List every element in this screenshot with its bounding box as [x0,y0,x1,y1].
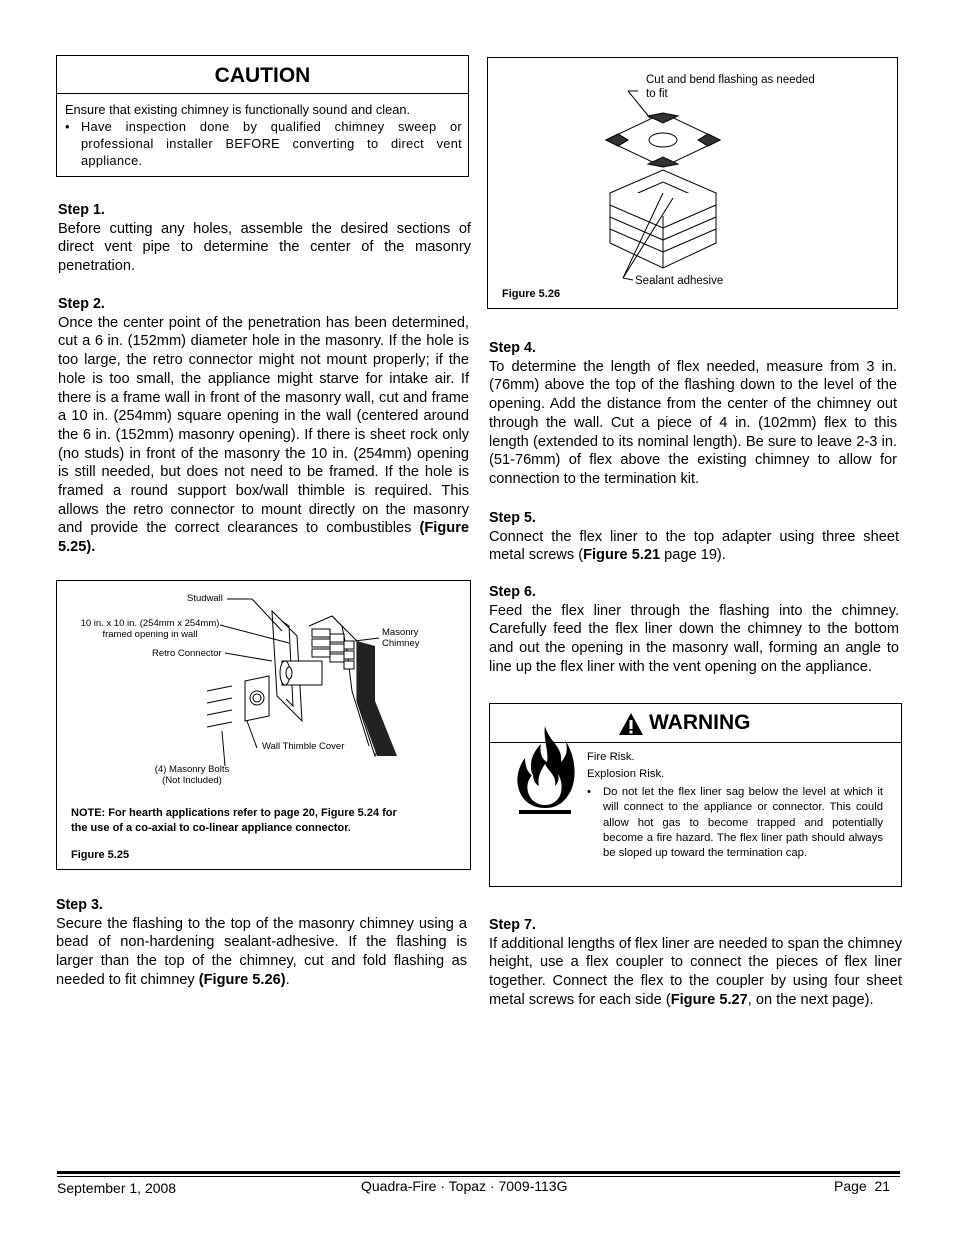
step-2-figure-ref: (Figure 5.25). [58,520,469,556]
step-5-figure-ref: Figure 5.21 [583,547,661,564]
label-bolts-1: (4) Masonry Bolts [154,764,230,775]
label-wall-thimble: Wall Thimble Cover [262,741,345,752]
label-studwall: Studwall [187,593,223,604]
figure-5-26-drawing [488,58,899,310]
caution-intro: Ensure that existing chimney is functionally sound and clean. [65,102,411,117]
footer-date: September 1, 2008 [57,1180,177,1196]
step-7-text: If additional lengths of flex liner are needed to span the chimney height, use a flex coupler to connect the pieces of flex liner together. Connect the flex to the coupler by using four sheet metal screws for each side ( [489,935,902,1008]
figure-5-25 [56,580,471,870]
step-5-tail: page 19). [660,547,726,564]
footer-rule-thin [57,1176,900,1177]
step-3-figure-ref: (Figure 5.26) [198,971,286,988]
step-6 [489,583,899,677]
step-5-title: Step 5. [489,510,536,526]
note-line-1: NOTE: For hearth applications refer to page 20, Figure 5.24 for [71,807,397,819]
step-3-tail: . [285,971,290,988]
step-4 [489,339,897,489]
label-cut-and-bend-1: Cut and bend flashing as needed [646,74,815,86]
footer-page: Page 21 [834,1178,891,1194]
warning-bullet: • Do not let the flex liner sag below the level at which it will connect to the appliance or connector. This could allow hot gas to become trapped and potentially become a fire hazard. The flex liner path should always be sloped up toward the termination cap. [587,785,883,862]
caution-title: CAUTION [214,64,311,87]
figure-5-25-note [71,806,397,836]
warning-title: WARNING [649,711,751,734]
step-2-paragraph [58,314,469,557]
caution-body [57,94,468,170]
caution-title-bar [57,56,468,94]
label-bolts-2: (Not Included) [162,775,222,786]
footer-rule-thick [57,1171,900,1174]
step-7-title: Step 7. [489,917,536,933]
step-3-title: Step 3. [56,897,103,913]
flame-icon [513,724,577,816]
figure-5-26 [487,57,898,309]
warning-triangle-icon [618,712,644,736]
step-7-figure-ref: Figure 5.27 [670,991,748,1008]
warning-body [587,750,883,862]
step-2 [58,295,469,557]
footer-product: Quadra-Fire · Topaz · 7009-113G [361,1178,568,1194]
step-5 [489,509,899,565]
step-3-paragraph [56,915,467,990]
step-3-text: Secure the flashing to the top of the masonry chimney using a bead of non-hardening sealant-adhesive. If the flashing is larger than the top of the chimney, cut and fold flashing as needed to fit chimney [56,915,467,988]
figure-5-26-caption: Figure 5.26 [502,288,561,300]
step-1-text: Before cutting any holes, assemble the desired sections of direct vent pipe to determine the center of the masonry penetration. [58,220,471,275]
step-6-title: Step 6. [489,584,536,600]
label-opening-2: framed opening in wall [102,629,198,640]
step-7-paragraph [489,935,902,1010]
step-7-tail: , on the next page). [747,991,874,1008]
step-5-text: Connect the flex liner to the top adapter using three sheet metal screws ( [489,528,899,564]
step-6-text: Feed the flex liner through the flashing into the chimney. Carefully feed the flex liner down the chimney to the bottom and out the opening in the masonry wall, forming an angle to line up the flex liner with the vent opening on the appliance. [489,602,899,675]
label-sealant-adhesive: Sealant adhesive [635,275,724,287]
label-opening-1: 10 in. x 10 in. (254mm x 254mm) [80,618,220,629]
label-masonry-1: Masonry [382,627,419,638]
warning-fire-risk: Fire Risk. [587,751,635,763]
label-cut-and-bend-2: to fit [646,88,668,100]
figure-5-25-caption: Figure 5.25 [71,849,130,861]
step-7 [489,916,902,1010]
caution-bullet: • Have inspection done by qualified chimney sweep or professional installer BEFORE converting to direct vent appliance. [65,119,462,170]
note-line-2: the use of a co-axial to co-linear appliance connector. [71,822,351,834]
step-4-title: Step 4. [489,340,536,356]
warning-explosion-risk: Explosion Risk. [587,768,665,781]
step-1-title: Step 1. [58,202,105,218]
caution-box [56,55,469,177]
step-3 [56,896,467,990]
step-4-text: To determine the length of flex needed, measure from 3 in. (76mm) above the top of the flashing down to the level of the opening. Add the distance from the center of the chimney out through the wall. Cut a piece of 4 in. (102mm) flex to this length (extended to its nominal length). Be sure to leave 2-3 in. (51-76mm) of flex above the existing chimney to allow for connection to the termination kit. [489,358,897,487]
step-2-title: Step 2. [58,296,105,312]
label-masonry-2: Chimney [382,638,420,649]
step-5-paragraph [489,528,899,565]
step-1 [58,201,471,276]
step-2-text: Once the center point of the penetration has been determined, cut a 6 in. (152mm) diameter hole in the masonry. If the hole is too large, the retro connector might not mount properly; if the hole is too small, the appliance might starve for intake air. If there is a frame wall in front of the masonry wall, cut and frame a 10 in. (254mm) square opening in the wall (centered around the 6 in. (152mm) masonry opening). If there is sheet rock only (no studs) in front of the masonry the 10 in. (254mm) opening is still needed, but does not need to be framed. If the hole is framed a round support box/wall thimble is required. This allows the retro connector to mount directly on the masonry and provide the correct clearances to combustibles [58,314,469,537]
warning-box [489,703,902,887]
label-retro-connector: Retro Connector [152,648,222,659]
